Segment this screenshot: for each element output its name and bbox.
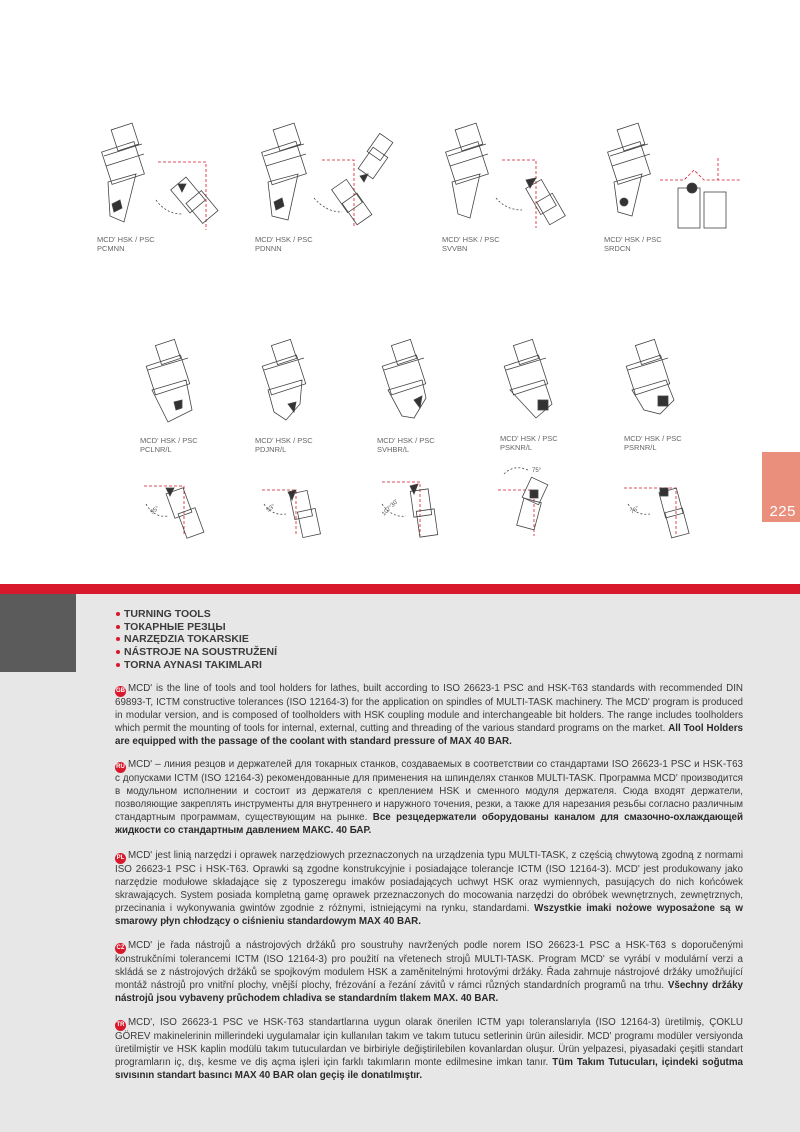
flag-cz-icon: CZ (115, 943, 126, 954)
angle-label-psrnr: 75° (629, 505, 641, 516)
tool-caption-svvbn (442, 235, 500, 253)
paragraph-turkish (115, 1017, 743, 1083)
heading-english: TURNING TOOLS (116, 608, 416, 621)
tool-caption-psknr (500, 434, 558, 452)
tool-drawing-svhbr (376, 338, 446, 428)
dark-grey-block (0, 594, 76, 672)
tool-caption-psrnr (624, 434, 682, 452)
machining-detail-pdjnr (256, 460, 336, 540)
caption-line2: PCMNN (97, 244, 125, 253)
caption-line1: MCD' HSK / PSC (377, 436, 435, 445)
tool-drawing-pdnnn (254, 122, 414, 232)
paragraph-polish (115, 850, 743, 929)
caption-line2: PDJNR/L (255, 445, 287, 454)
caption-line1: MCD' HSK / PSC (255, 235, 313, 244)
machining-detail-psknr (494, 460, 574, 540)
tool-drawing-pcmnn (96, 122, 236, 232)
paragraph-text: MCD' – линия резцов и держателей для токарных станков, создаваемых в соответствии со стандартами ISO 26623-1 PSC и HSK-T63 с допусками ICTM (ISO 12164-3) рекомендованные для применения на шпинделях станков MULTI-TASK. Программа MCD' производится в модульном исполнении и состоит из держателя с креплением HSK и сменного модуля держателя. Сюда входят держатели, позволяющие закреплять инструменты для внутреннего и наружного точения, резки, а также для нарезания резьбы согласно различным стандартным программам, существующим на рынке. (115, 759, 743, 823)
tool-drawing-srdcn (600, 122, 750, 232)
tool-caption-svhbr (377, 436, 435, 454)
tool-drawing-psknr (498, 338, 568, 428)
flag-gb-icon: GB (115, 686, 126, 697)
paragraph-text: MCD' jest linią narzędzi i oprawek narzędziowych przeznaczonych na urządzenia typu MULTI-TASK, z częścią chwytową zgodną z normami ISO 26623-1 PSC i HSK-T63. Oprawki są zgodne konstrukcyjnie i posiadające tolerancje ICTM (ISO 12164-3). MCD' jest produkowany jako narzędzie modułowe składające się z typoszeregu imaków posiadających uchwyt HSK oraz wymiennych, pasujących do nich końcówek skrawających. System posiada kompletną gamę oprawek przeznaczonych do mocowania narzędzi do obróbek wewnętrznych, zewnętrznych, przecinania i wykonywania gwintów zgodnie z różnymi, istniejącymi na rynku, standardami. (115, 850, 743, 914)
caption-line1: MCD' HSK / PSC (604, 235, 662, 244)
paragraph-text: MCD', ISO 26623-1 PSC ve HSK-T63 standartlarına uygun olarak önerilen ICTM yapı toleranslarıyla (ISO 12164-3) üretilmiş, ÇOKLU GÖREV makinelerinin millerindeki uygulamalar için kullanılan takım ve takım tutucu setlerinin ürün ailesidir. MCD' programı modüler versiyonda üretilmiştir ve HSK kaplin modülü takım tutuculardan ve birbiriyle değiştirilebilen kovanlardan oluşur. Ürün yelpazesi, piyasadaki çeşitli standart programların iç, dış, kesme ve diş açma işleri için farklı takımların monte edilmesine imkan tanır. (115, 1017, 743, 1068)
tool-caption-srdcn (604, 235, 662, 253)
caption-line2: PDNNN (255, 244, 282, 253)
heading-russian: ТОКАРНЫЕ РЕЗЦЫ (116, 621, 416, 634)
page-number: 225 (769, 503, 796, 520)
paragraph-bold-text: All Tool Holders are equipped with the passage of the coolant with standard pressure of MAX 40 BAR. (115, 722, 743, 747)
caption-line2: SRDCN (604, 244, 631, 253)
tool-caption-pcmnn (97, 235, 155, 253)
heading-turkish: TORNA AYNASI TAKIMLARI (116, 659, 416, 672)
caption-line1: MCD' HSK / PSC (624, 434, 682, 443)
caption-line1: MCD' HSK / PSC (97, 235, 155, 244)
angle-label-psknr: 75° (532, 468, 542, 474)
caption-line1: MCD' HSK / PSC (442, 235, 500, 244)
flag-pl-icon: PL (115, 853, 126, 864)
angle-label-pdjnr: 93° (265, 503, 277, 514)
tool-drawing-pclnr (140, 338, 210, 428)
caption-line2: PCLNR/L (140, 445, 172, 454)
paragraph-bold-text: Wszystkie imaki nożowe wyposażone są w smarowy płyn chłodzący o ciśnieniu standardowym MAX 40 BAR. (115, 902, 743, 927)
tool-caption-pdnnn (255, 235, 313, 253)
paragraph-bold-text: Все резцедержатели оборудованы каналом для смазочно-охлаждающей жидкости со стандартным давлением МАКС. 40 БАР. (115, 811, 744, 836)
caption-line2: SVHBR/L (377, 445, 410, 454)
flag-ru-icon: RU (115, 762, 126, 773)
tool-drawing-pdjnr (256, 338, 326, 428)
angle-label-pclnr: 95° (149, 505, 161, 516)
paragraph-bold-text: Tüm Takım Tutucuları, içindeki soğutma sıvısının standart basıncı MAX 40 BAR olan geçiş ile donatılmıştır. (115, 1056, 743, 1081)
machining-detail-pclnr (138, 460, 218, 540)
tool-drawing-svvbn (440, 122, 580, 232)
tool-caption-pdjnr (255, 436, 313, 454)
heading-polish: NARZĘDZIA TOKARSKIE (116, 633, 416, 646)
paragraph-bold-text: Všechny držáky nástrojů jsou vybaveny průchodem chladiva se standardním tlakem MAX. 40 BAR. (115, 979, 743, 1004)
section-headings (116, 608, 416, 672)
paragraph-text: MCD' je řada nástrojů a nástrojových držáků pro soustruhy navržených podle norem ISO 26623-1 PSC a HSK-T63 s doporučenými konstrukčními tolerancemi ICTM (ISO 12164-3) pro použití na vřetenech strojů MULTI-TASK. Program MCD' se vyrábí v modulární verzi a skládá se z nástrojových držáků se spojkovým modulem HSK a zaměnitelnými hrotovými držáky. Řada zahrnuje nástrojové držáky umožňující montáž nástrojů pro vnitřní plochy, vnější plochy, frézování a řezání závitů v rámci různých standardních programů na trhu. (115, 940, 743, 991)
tool-drawing-psrnr (620, 338, 690, 428)
machining-detail-psrnr (618, 460, 698, 540)
caption-line2: SVVBN (442, 244, 468, 253)
machining-detail-svhbr (376, 460, 456, 540)
tool-caption-pclnr (140, 436, 198, 454)
red-divider-bar (0, 584, 800, 594)
angle-label-svhbr: 107°30' (381, 498, 400, 518)
page-number-tab (762, 452, 800, 522)
caption-line1: MCD' HSK / PSC (255, 436, 313, 445)
caption-line2: PSRNR/L (624, 443, 657, 452)
flag-tr-icon: TR (115, 1020, 126, 1031)
paragraph-czech (115, 940, 743, 1006)
heading-czech: NÁSTROJE NA SOUSTRUŽENÍ (116, 646, 416, 659)
caption-line1: MCD' HSK / PSC (500, 434, 558, 443)
caption-line2: PSKNR/L (500, 443, 533, 452)
paragraph-text: MCD' is the line of tools and tool holders for lathes, built according to ISO 26623-1 PSC and HSK-T63 standards with recommended DIN 69893-T, ICTM constructive tolerances (ISO 12164-3) for the application on spindles of MULTI-TASK machinery. The MCD' program is produced in modular version, and is composed of toolholders with HSK coupling module and interchangeable bit holders. The range includes toolholders which permit the mounting of tools for internal, external, cutting and threading of the various standard programs on the market. (115, 683, 743, 734)
caption-line1: MCD' HSK / PSC (140, 436, 198, 445)
paragraph-russian (115, 759, 743, 838)
paragraph-english (115, 683, 743, 749)
